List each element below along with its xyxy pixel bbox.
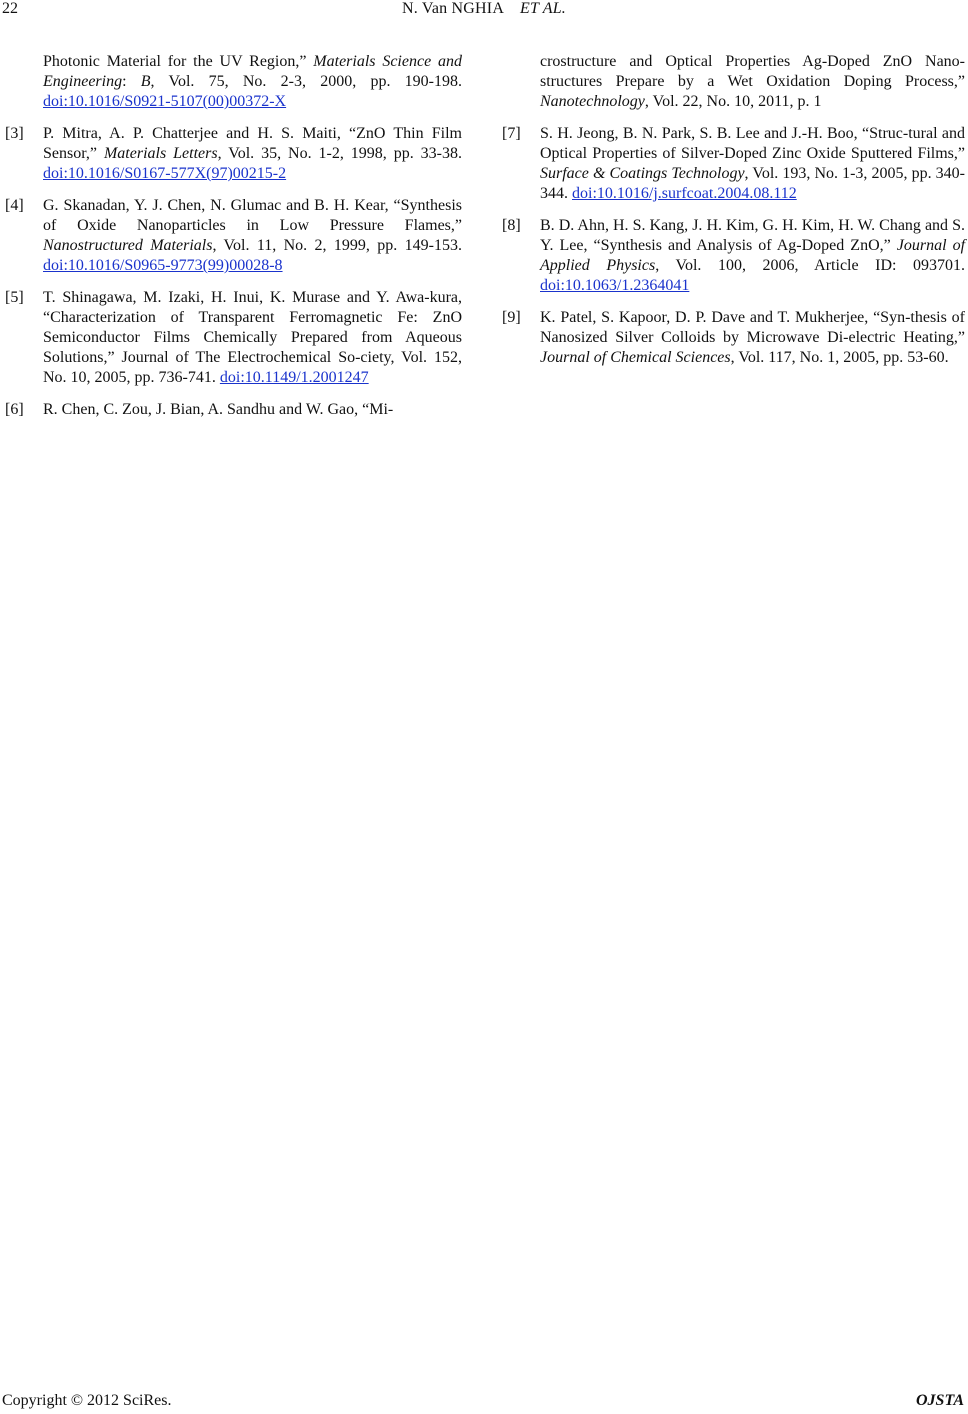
- left-column: [5, 52, 462, 432]
- reference-text: T. Shinagawa, M. Izaki, H. Inui, K. Murase and Y. Awa-kura, “Characterization of Transparent Ferromagnetic Fe: ZnO Semiconductor Films Chemically Prepared from Aqueous Solutions,” Journal of The Electrochemical So-ciety, Vol. 152, No. 10, 2005, pp. 736-741. doi:10.1149/1.2001247: [43, 289, 462, 386]
- reference-text: Photonic Material for the UV Region,” Materials Science and Engineering: B, Vol. 75, No. 2-3, 2000, pp. 190-198. doi:10.1016/S0921-5107(00)00372-X: [43, 53, 462, 110]
- reference-item: [5, 288, 462, 388]
- reference-text: P. Mitra, A. P. Chatterjee and H. S. Maiti, “ZnO Thin Film Sensor,” Materials Letters, Vol. 35, No. 1-2, 1998, pp. 33-38. doi:10.1016/S0167-577X(97)00215-2: [43, 125, 463, 182]
- page-number: 22: [2, 0, 18, 17]
- reference-number: [3]: [5, 125, 24, 142]
- reference-item: [502, 216, 965, 296]
- doi-link[interactable]: doi:10.1063/1.2364041: [540, 277, 690, 294]
- reference-text: crostructure and Optical Properties Ag-Doped ZnO Nano-structures Prepare by a Wet Oxidation Doping Process,” Nanotechnology, Vol. 22, No. 10, 2011, p. 1: [540, 53, 965, 110]
- journal-name: Materials Letters: [103, 145, 218, 162]
- doi-link[interactable]: doi:10.1149/1.2001247: [219, 369, 369, 386]
- journal-abbreviation: OJSTA: [915, 1392, 964, 1409]
- right-column: [502, 52, 965, 380]
- doi-link[interactable]: doi:10.1016/S0965-9773(99)00028-8: [43, 257, 283, 274]
- reference-item: [502, 52, 965, 112]
- reference-item: [5, 196, 462, 276]
- copyright-notice: Copyright © 2012 SciRes.: [2, 1392, 172, 1409]
- reference-number: [8]: [502, 217, 521, 234]
- reference-item: [502, 124, 965, 204]
- reference-item: [5, 124, 462, 184]
- reference-number: [9]: [502, 309, 521, 326]
- reference-text: B. D. Ahn, H. S. Kang, J. H. Kim, G. H. Kim, H. W. Chang and S. Y. Lee, “Synthesis and Analysis of Ag-Doped ZnO,” Journal of Applied Physics, Vol. 100, 2006, Article ID: 093701. doi:10.1063/1.2364041: [540, 217, 966, 294]
- running-head-et-al: ET AL.: [520, 0, 566, 17]
- doi-link[interactable]: doi:10.1016/j.surfcoat.2004.08.112: [572, 185, 797, 202]
- reference-number: [4]: [5, 197, 24, 214]
- journal-name: Journal of Chemical Sciences: [540, 349, 731, 366]
- doi-link[interactable]: doi:10.1016/S0167-577X(97)00215-2: [43, 165, 287, 182]
- journal-name: Materials Science and Engineering: [43, 53, 462, 90]
- reference-text: K. Patel, S. Kapoor, D. P. Dave and T. Mukherjee, “Syn-thesis of Nanosized Silver Colloids by Microwave Di-electric Heating,” Journal of Chemical Sciences, Vol. 117, No. 1, 2005, pp. 53-60.: [540, 309, 965, 366]
- reference-number: [7]: [502, 125, 521, 142]
- reference-text: R. Chen, C. Zou, J. Bian, A. Sandhu and W. Gao, “Mi-: [43, 401, 394, 418]
- journal-name: Journal of Applied Physics: [540, 237, 966, 274]
- reference-item: [5, 52, 462, 112]
- journal-name: Nanostructured Materials: [43, 237, 213, 254]
- running-head: [0, 0, 968, 18]
- journal-series: B: [140, 73, 151, 90]
- reference-text: S. H. Jeong, B. N. Park, S. B. Lee and J.-H. Boo, “Struc-tural and Optical Properties of Silver-Doped Zinc Oxide Sputtered Films,” Surface & Coatings Technology, Vol. 193, No. 1-3, 2005, pp. 340-344. doi:10.1016/j.surfcoat.2004.08.112: [540, 125, 965, 202]
- journal-name: Surface & Coatings Technology: [540, 165, 745, 182]
- running-head-authors: N. Van NGHIA: [402, 0, 504, 17]
- reference-number: [6]: [5, 401, 24, 418]
- reference-item: [5, 400, 462, 420]
- journal-name: Nanotechnology: [540, 93, 645, 110]
- doi-link[interactable]: doi:10.1016/S0921-5107(00)00372-X: [43, 93, 287, 110]
- reference-item: [502, 308, 965, 368]
- reference-number: [5]: [5, 289, 24, 306]
- reference-text: G. Skanadan, Y. J. Chen, N. Glumac and B. H. Kear, “Synthesis of Oxide Nanoparticles in Low Pressure Flames,” Nanostructured Materials, Vol. 11, No. 2, 1999, pp. 149-153. doi:10.1016/S0965-9773(99)00028-8: [43, 197, 463, 274]
